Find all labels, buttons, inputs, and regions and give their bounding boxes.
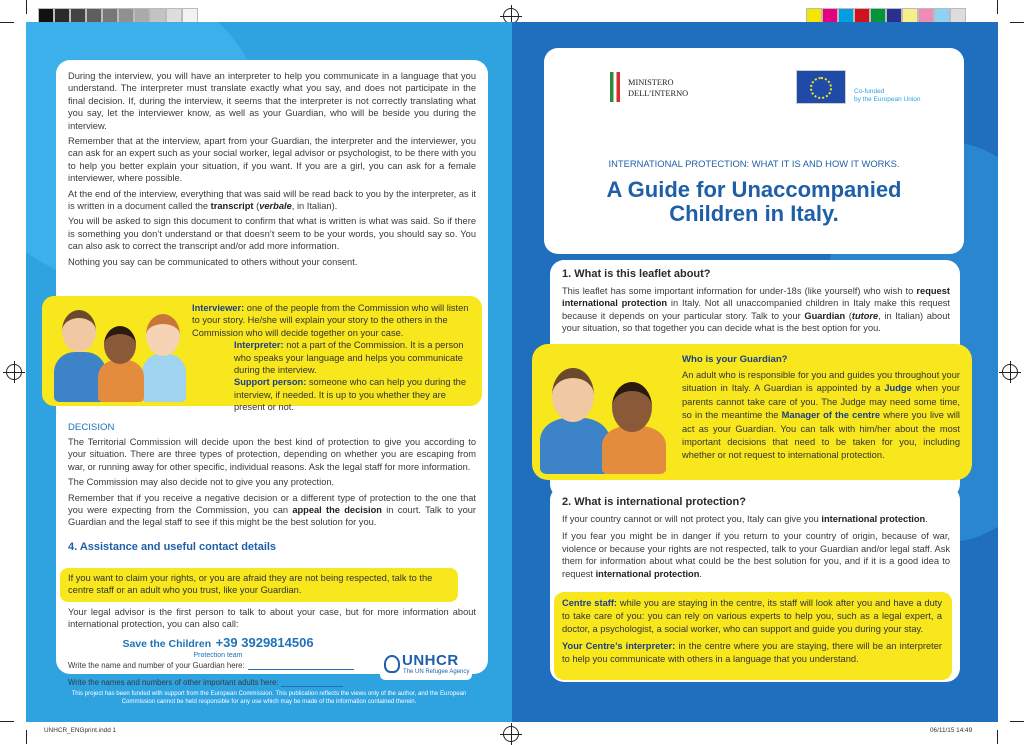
section1-paragraph: This leaflet has some important information for under-18s (like yourself) who wish to request international protection in Italy. Not all unaccompanied children in Italy make this request because it depends on your particular story. Talk to your Guardian (tutore, in Italian) about your situation, so that together you can decide what is the best option for you. — [562, 286, 950, 334]
crop-mark — [0, 22, 14, 23]
section1-title: 1. What is this leaflet about? — [562, 268, 711, 280]
other-adults-write-line[interactable]: Write the names and numbers of other important adults here: — [68, 678, 476, 687]
appeal-paragraph: Remember that if you receive a negative decision or a different type of protection to the one that you were expecting from the Commission, you can appeal the decision in court. Talk to your Guardian and the legal staff to see if this might be the best solution for you. — [68, 492, 477, 528]
section4-yellow-box: If you want to claim your rights, or you are afraid they are not being respected, talk to the centre staff or an adult who you trust, like your Guardian. — [60, 568, 458, 602]
crop-mark — [0, 721, 14, 722]
interview-people-illustration — [54, 302, 184, 402]
registration-mark-bottom — [503, 726, 519, 742]
save-the-children-label: Save the Children — [122, 637, 212, 650]
eu-flag-icon — [796, 70, 846, 104]
guide-kicker: INTERNATIONAL PROTECTION: WHAT IT IS AND HOW IT WORKS. — [608, 158, 900, 169]
cover-header: MINISTERO DELL’INTERNO Co-funded by the European Union INTERNATIONAL PROTECTION: WHAT IT IS AND HOW IT WORKS. A Guide for Unaccompanied Children in Italy. — [544, 48, 964, 254]
section2-card — [550, 486, 960, 682]
definition-interviewer: Interviewer: one of the people from the Commission who will listen to your story. He/she will explain your story to the others in the Commission who will decide together on your case. — [192, 303, 469, 338]
section4-title: 4. Assistance and useful contact details — [68, 540, 277, 553]
protection-team-label: Protection team — [193, 651, 243, 659]
interview-card — [56, 60, 488, 687]
registration-mark-left — [6, 364, 22, 380]
crop-mark — [1010, 721, 1024, 722]
decision-heading: DECISION — [68, 422, 115, 433]
centre-box — [554, 592, 952, 680]
crop-mark — [1010, 22, 1024, 23]
section2-title: 2. What is international protection? — [562, 496, 746, 508]
italian-flag-icon — [610, 72, 620, 102]
guardian-title: Who is your Guardian? — [682, 354, 788, 365]
section4-paragraph: Your legal advisor is the first person to talk to about your case, but for more information about international protection, you can also call: — [68, 607, 476, 630]
crop-mark — [997, 0, 998, 14]
definition-interpreter: Interpreter: not a part of the Commission. It is a person who speaks your language and helps you communicate during the interview. — [234, 340, 464, 376]
guide-title: A Guide for Unaccompanied Children in Italy. — [606, 177, 902, 226]
unhcr-emblem-icon — [384, 655, 400, 673]
centre-interpreter-text: Your Centre’s interpreter: in the centre where you are staying, there will be an interpreter to help you communicate with others in a language that you understand. — [562, 641, 943, 664]
transcript-paragraph: At the end of the interview, everything that was said will be read back to you by the interpreter, as it is written in a document called the transcript (verbale, in Italian). — [68, 188, 476, 212]
decision-paragraph: The Commission may also decide not to give you any protection. — [68, 477, 335, 488]
cofunded-label: Co-funded by the European Union — [854, 88, 921, 103]
decision-paragraph: The Territorial Commission will decide upon the best kind of protection to give you according to your situation. There are three types of protection, depending on whether you are escaping from war, or running away for other specific, individual reasons. Ask the legal staff for more information. — [68, 437, 476, 472]
crop-mark — [997, 730, 998, 744]
centre-staff-text: Centre staff: while you are staying in the centre, its staff will look after you and have a duty to take care of you: you can rely on various experts to help you, such as a legal expert, a doctor, a psychologist, a social worker, who can support and guide you during your stay. — [562, 598, 942, 634]
funding-disclaimer: This project has been funded with support from the European Commission. This publication reflects the views only of the author, and the European Commission cannot be held responsible for any use which may be made of the information contained therein. — [71, 690, 467, 705]
consent-paragraph: Nothing you say can be communicated to others without your consent. — [68, 256, 358, 267]
definition-support-person: Support person: someone who can help you during the interview, if needed. It is up to you whether they are present or not. — [234, 377, 467, 413]
interview-paragraph: During the interview, you will have an interpreter to help you communicate in a language that you understand. The interpreter must translate exactly what you say, and does not participate in the final decision. If, during the interview, it seems that the interpreter is not correctly translating what you say, let the interviewer know, as well as your Guardian, who will be beside you during the interview. — [68, 71, 476, 131]
guardian-write-line[interactable]: Write the name and number of your Guardian here: — [68, 661, 476, 670]
section2-paragraph: If you fear you might be in danger if you return to your country of origin, because of war, violence or because your rights are not respected, talk to your Guardian and/or legal staff. Ask them for information about what could be the best solution for you, and if it is a good idea to request international protection. — [562, 531, 950, 579]
file-slug: UNHCR_ENGprint.indd 1 — [44, 727, 117, 734]
crop-mark — [26, 730, 27, 744]
guardian-box — [532, 344, 972, 480]
definitions-box — [42, 296, 482, 413]
right-page — [512, 22, 998, 722]
interview-paragraph: Remember that at the interview, apart from your Guardian, the interpreter and the interviewer, you can ask for an expert such as your social worker, legal advisor or psychologist, to be there with you to help you better explain your situation, if you want. If you are a girl, you can ask for a female interviewer, where possible. — [68, 136, 476, 184]
guardian-people-illustration — [540, 354, 680, 474]
crop-mark — [26, 0, 27, 14]
sign-paragraph: You will be asked to sign this document to confirm that what is written is what was said. So if there is something you don’t understand or that doesn’t seem to be your words, you should say so. You can also ask to correct the transcript and/or add more information. — [68, 216, 476, 252]
unhcr-logo: UNHCR The UN Refugee Agency — [380, 650, 472, 680]
date-slug: 06/11/15 14:49 — [930, 727, 973, 734]
save-the-children-phone[interactable]: +39 3929814506 — [215, 634, 314, 650]
guardian-paragraph: An adult who is responsible for you and guides you throughout your situation in Italy. A Guardian is appointed by a Judge when your parents cannot take care of you. The Judge may need some time, so in the meantime the Manager of the centre where you live will act as your Guardian. You can talk with him/her about the most important decisions that need to be taken for you, including whether or not request to international protection. — [682, 370, 960, 461]
left-page — [26, 22, 512, 722]
registration-mark-right — [1002, 364, 1018, 380]
section2-paragraph: If your country cannot or will not protect you, Italy can give you international protection. — [562, 514, 928, 524]
